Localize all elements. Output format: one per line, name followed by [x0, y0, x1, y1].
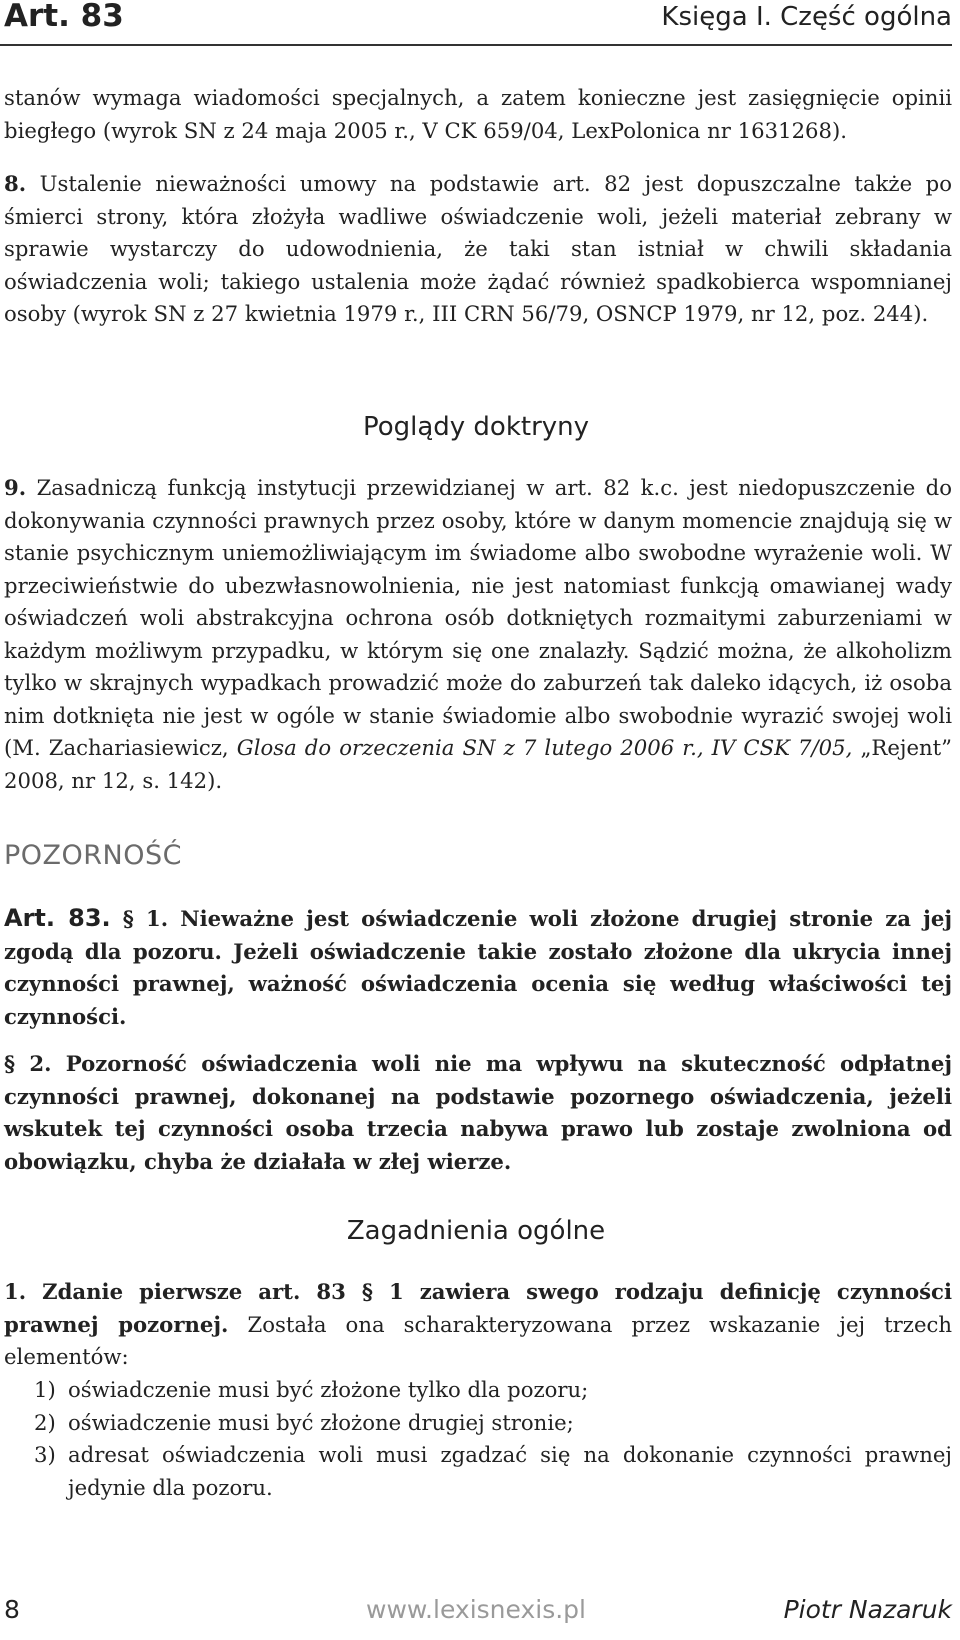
- list-item: [4, 1439, 952, 1504]
- list-item: [4, 1374, 952, 1407]
- list-text: oświadczenie musi być złożone tylko dla pozoru;: [68, 1377, 589, 1402]
- article-paragraph-1: § 1. Nieważne jest oświadczenie woli złożone drugiej stronie za jej zgodą dla pozoru. Jeżeli oświadczenie takie zostało złożone dla ukrycia innej czynności prawnej, ważność oświadczenia ocenia się według właściwości tej czynności.: [4, 906, 952, 1029]
- paragraph-number: 8.: [4, 171, 27, 196]
- list-text: oświadczenie musi być złożone drugiej stronie;: [68, 1409, 574, 1435]
- author-name: Piotr Nazaruk: [783, 1595, 952, 1624]
- list-number: 3): [34, 1442, 56, 1467]
- paragraph-text: Zasadniczą funkcją instytucji przewidzianej w art. 82 k.c. jest niedopuszczenie do dokonywania czynności prawnych przez osoby, które w danym momencie znajdują się w stanie psychicznym uniemożliwiającym im świadome albo swobodne wyrażenie woli. W przeciwieństwie do ubezwłasnowolnienia, nie jest natomiast funkcją omawianej wady oświadczeń woli abstrakcyjna ochrona osób dotkniętych rozmaitymi zaburzeniami w każdym możliwym przypadku, w którym się one znalazły. Sądzić można, że alkoholizm tylko w skrajnych wypadkach prowadzić może do zaburzeń tak daleko idących, iż osoba nim dotknięta nie jest w ogóle w stanie świadomie albo swobodnie wyrazić swojej woli (M. Zachariasiewicz,: [4, 475, 952, 760]
- paragraph-9: [4, 472, 952, 797]
- paragraph-z1: [4, 1276, 952, 1374]
- article-paragraph-2: § 2. Pozorność oświadczenia woli nie ma wpływu na skuteczność odpłatnej czynności prawnej, dokonanej na podstawie pozornego oświadczenia, jeżeli wskutek tej czynności osoba trzecia nabywa prawo lub zostaje zwolniona od obowiązku, chyba że działała w złej wierze.: [4, 1051, 952, 1174]
- elements-list: [4, 1374, 952, 1504]
- list-number: 1): [34, 1377, 56, 1402]
- heading-zagadnienia-ogolne: Zagadnienia ogólne: [346, 1216, 606, 1246]
- paragraph-lead: 1. Zdanie pierwsze art. 83 § 1 zawiera swego rodzaju definicję czynności prawnej pozornej.: [4, 1279, 952, 1337]
- paragraph-text: stanów wymaga wiadomości specjalnych, a zatem konieczne jest zasięgnięcie opinii biegłego (wyrok SN z 24 maja 2005 r., V CK 659/04, LexPolonica nr 1631268).: [4, 85, 952, 143]
- paragraph-text: Została ona scharakteryzowana przez wskazanie jej trzech elementów:: [4, 1311, 953, 1369]
- header-article: Art. 83: [4, 0, 124, 34]
- list-number: 2): [34, 1409, 56, 1435]
- header-section: Księga I. Część ogólna: [661, 2, 952, 32]
- article-83-section-1: [4, 902, 952, 1033]
- publisher-url: www.lexisnexis.pl: [366, 1595, 586, 1624]
- article-83-section-2: [4, 1048, 952, 1178]
- page-header: [0, 0, 952, 46]
- page-number: 8: [4, 1595, 20, 1624]
- paragraph-text: Ustalenie nieważności umowy na podstawie art. 82 jest dopuszczalne także po śmierci strony, która złożyła wadliwe oświadczenie woli, jeżeli materiał zebrany w sprawie wystarczy do udowodnienia, że taki stan istniał w chwili składania oświadczenia woli; takiego ustalenia może żądać również spadkobierca wspomnianej osoby (wyrok SN z 27 kwietnia 1979 r., III CRN 56/79, OSNCP 1979, nr 12, poz. 244).: [4, 171, 952, 326]
- paragraph-continuation: [4, 82, 952, 147]
- paragraph-8: [4, 168, 952, 331]
- list-item: [4, 1407, 952, 1440]
- chapter-title: POZORNOŚĆ: [4, 840, 182, 871]
- citation-tail: „Rejent” 2008, nr 12, s. 142).: [4, 735, 953, 793]
- paragraph-number: 9.: [4, 475, 27, 500]
- citation-italic: Glosa do orzeczenia SN z 7 lutego 2006 r., IV CSK 7/05,: [236, 735, 853, 760]
- article-label: Art. 83.: [4, 904, 111, 932]
- heading-poglady-doktryny: Poglądy doktryny: [362, 412, 590, 442]
- page-footer: [0, 1595, 952, 1635]
- list-text: adresat oświadczenia woli musi zgadzać się na dokonanie czynności prawnej jedynie dla pozoru.: [68, 1442, 952, 1500]
